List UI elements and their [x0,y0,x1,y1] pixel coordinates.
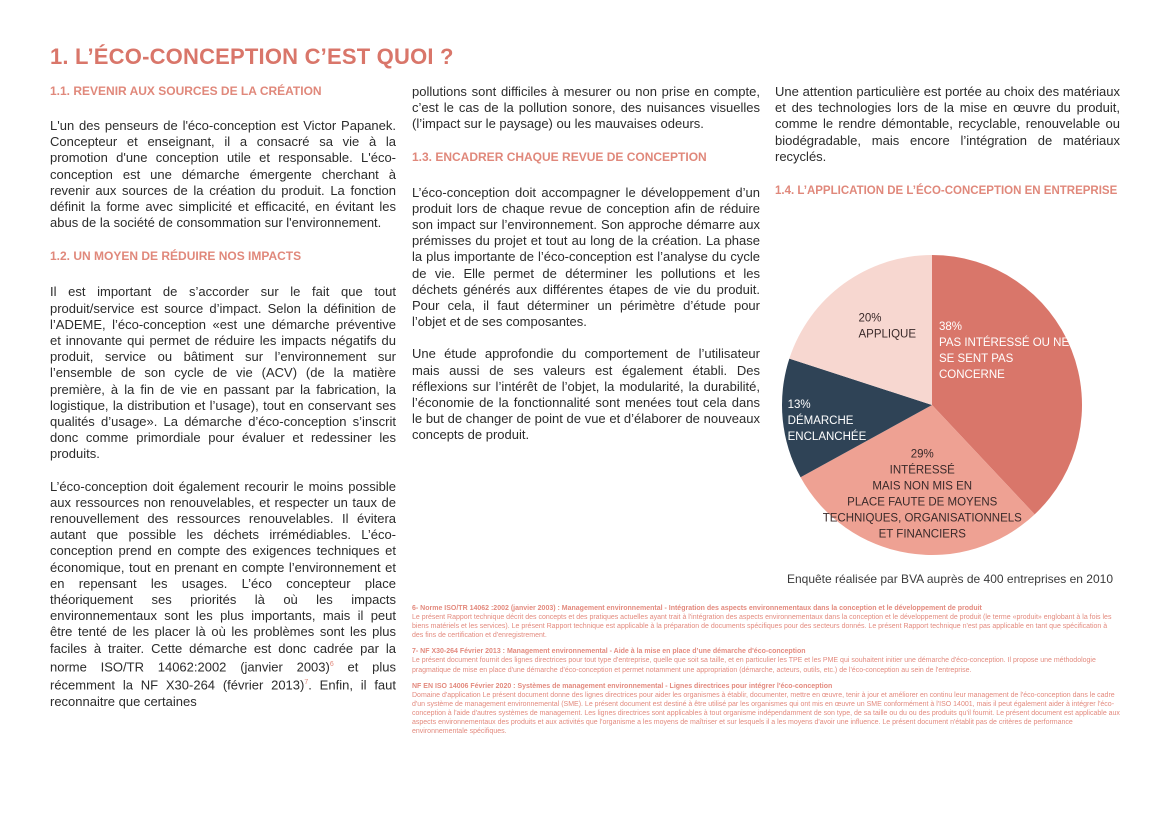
page-title: 1. L’ÉCO-CONCEPTION C’EST QUOI ? [50,44,454,69]
footnote-title: 7- NF X30-264 Février 2013 : Management environnemental - Aide à la mise en place d’une démarche d'éco-conception [412,648,806,656]
pie-slice-label: APPLIQUE [858,328,917,341]
pie-slice-percent: 29% [910,448,934,461]
pie-slice-percent: 20% [858,312,882,325]
column-3 [775,84,1120,197]
paragraph-text: . Enfin, il faut reconnaitre que certaines [50,677,397,709]
pie-slice-label: PLACE FAUTE DE MOYENS [847,496,998,509]
footnote-6 [412,604,1120,640]
paragraph: L'un des penseurs de l'éco-conception est Victor Papanek. Concepteur et enseignant, il a consacré sa vie à la promotion d'une conception utile et responsable. L'éco-conception est une démarche émergente cherchant à revenir aux sources de la création du produit. La fonction définit la forme avec simplicité et efficacité, en évitant les abus de la société de consommation sur l'environnement. [50,118,396,231]
footnote-ref-7[interactable]: 7 [304,679,309,687]
paragraph: L’éco-conception doit accompagner le développement d’un produit lors de chaque revue de conception afin de réduire son impact sur l’environnement. Son approche démarre aux prémisses du projet et tout au long de la création. La phase la plus importante de l’éco-conception est l’analyse du cycle de vie. Elle permet de déterminer les pollutions et les déchets générés aux différentes étapes de vie du produit. Pour cela, il faut déterminer un périmètre d’étude pour l’objet et de ses composantes. [412,184,760,330]
pie-chart-svg [776,250,1121,580]
footnote-text: Domaine d'application Le présent document donne des lignes directrices pour aider les organismes à établir, documenter, mettre en œuvre, tenir à jour et améliorer en continu leur management de l'éco-conception dans le cadre d'un système de management environnemental (SME). Le présent document est destiné à être utilisé par les organismes qui ont mis en œuvre un SME conformément à l'ISO 14001, mais il peut également aider à intégrer l'éco-conception à l'aide d'autres systèmes de management. Les lignes directrices sont applicables à tout organisme indépendamment de son type, de sa taille ou du ou des produits qu'il fournit. Le présent document est applicable aux aspects environnementaux des produits et aux activités que l'organisme a les moyens de maîtriser et sur lesquels il a les moyens d'avoir une influence. Le présent document n'établit pas de critères de performance environnementale spécifiques. [412,691,1120,736]
section-heading-1-2: 1.2. UN MOYEN DE RÉDUIRE NOS IMPACTS [50,249,302,264]
footnote-7 [412,647,1120,674]
footnote-text: Le présent Rapport technique décrit des concepts et des pratiques actuelles ayant trait à l'intégration des aspects environnementaux dans la conception et le développement de produit (le terme «produit» englobant à la fois les biens matériels et les services). Le présent Rapport technique est applicable à la préparation de documents spécifiques pour des secteurs donnés. Le présent Rapport technique n'est pas applicable en tant que spécification à des fins de certification et d'enregistrement. [412,614,1112,640]
pie-slice-label: TECHNIQUES, ORGANISATIONNELS [822,512,1022,525]
paragraph: Il est important de s’accorder sur le fait que tout produit/service est source d’impact. Selon la définition de l’ADEME, l’éco-conception «est une démarche préventive et innovante qui permet de réduire les impacts négatifs du produit, service ou bâtiment sur l’environnement sur l’ensemble de son cycle de vie (ACV) (de la matière première, à la fin de vie en passant par la fabrication, la logistique, la distribution et l’usage), tout en conservant ses qualités d’usage». La démarche d’éco-conception s’inscrit donc comme primordiale pour évaluer et redessiner les produits. [50,284,396,462]
pie-slice-label: CONCERNE [939,369,1005,382]
footnote-ref-6[interactable]: 6 [329,660,334,668]
pie-slice-label: INTÉRESSÉ [889,464,955,477]
paragraph: Une attention particulière est portée au choix des matériaux et des technologies lors de la mise en œuvre du produit, comme le rendre démontable, recyclable, renouvelable ou biodégradable, mais encore l’intégration de matériaux recyclés. [775,84,1120,164]
pie-slice-label: ET FINANCIERS [878,528,966,541]
paragraph [50,479,396,711]
section-heading-1-4: 1.4. L’APPLICATION DE L’ÉCO-CONCEPTION EN ENTREPRISE [775,185,1118,198]
footnote-iso14006 [412,682,1120,737]
pie-chart [776,250,1121,580]
paragraph: pollutions sont difficiles à mesurer ou non prise en compte, c’est le cas de la pollution sonore, des nuisances visuelles (l’impact sur le paysage) ou les mauvaises odeurs. [412,84,760,132]
section-heading-1-1: 1.1. REVENIR AUX SOURCES DE LA CRÉATION [50,84,322,98]
pie-slice-label: ENCLANCHÉE [787,430,867,443]
chart-caption: Enquête réalisée par BVA auprès de 400 entreprises en 2010 [786,572,1113,586]
pie-slice-percent: 38% [939,321,963,334]
section-heading-1-3: 1.3. ENCADRER CHAQUE REVUE DE CONCEPTION [412,149,707,164]
pie-slice-label: DÉMARCHE [787,414,854,427]
column-2 [412,84,760,444]
footnote-title: 6- Norme ISO/TR 14062 :2002 (janvier 2003) : Management environnemental - Intégration des aspects environnementaux dans la conception et le développement de produit [412,605,982,612]
column-1 [50,84,396,710]
footnote-text: Le présent document fournit des lignes directrices pour tout type d'entreprise, quelle que soit sa taille, et en particulier les TPE et les PME qui souhaitent initier une démarche d'éco-conception. Il propose une méthodologie pragmatique de mise en place d'une démarche d'éco-conception et permet notamment une appropriation (démarche, acteurs, outils, etc.) de l'éco-conception au sein de l'entreprise. [412,657,1096,674]
pie-slice-label: PAS INTÉRESSÉ OU NE [939,337,1070,350]
pie-slice-label: SE SENT PAS [939,353,1014,366]
paragraph-text: L’éco-conception doit également recourir le moins possible aux ressources non renouvelables, et respecter un taux de renouvellement des ressources renouvelables. Il évitera autant que possible les déchets irrémédiables. L’éco-conception prend en compte des exigences techniques et économique, tout en prenant en compte l’environnement et en repensant les usages. L’éco concepteur place théoriquement ses priorités là où les impacts environnementaux sont les plus importants, mais il peut être tenté de les placer là où les problèmes sont les plus faciles à traiter. Cette démarche est donc cadrée par la norme ISO/TR 14062:2002 (janvier 2003) [50,478,396,675]
pie-slice-label: MAIS NON MIS EN [872,480,973,493]
paragraph: Une étude approfondie du comportement de l’utilisateur mais aussi de ses valeurs est également établi. Des réflexions sur l’intérêt de l’objet, la modularité, la durabilité, l’économie de la fonctionnalité sont menées tout cela dans le but de changer de point de vue et d’élaborer de nouveaux concepts de produit. [412,346,760,443]
paragraph-text: et plus récemment la NF X30-264 (février 2013) [50,659,396,693]
pie-slice-percent: 13% [787,398,811,411]
footnotes [412,604,1120,743]
footnote-title: NF EN ISO 14006 Février 2020 : Systèmes de management environnemental - Lignes directrices pour intégrer l'éco-conception [412,682,833,690]
